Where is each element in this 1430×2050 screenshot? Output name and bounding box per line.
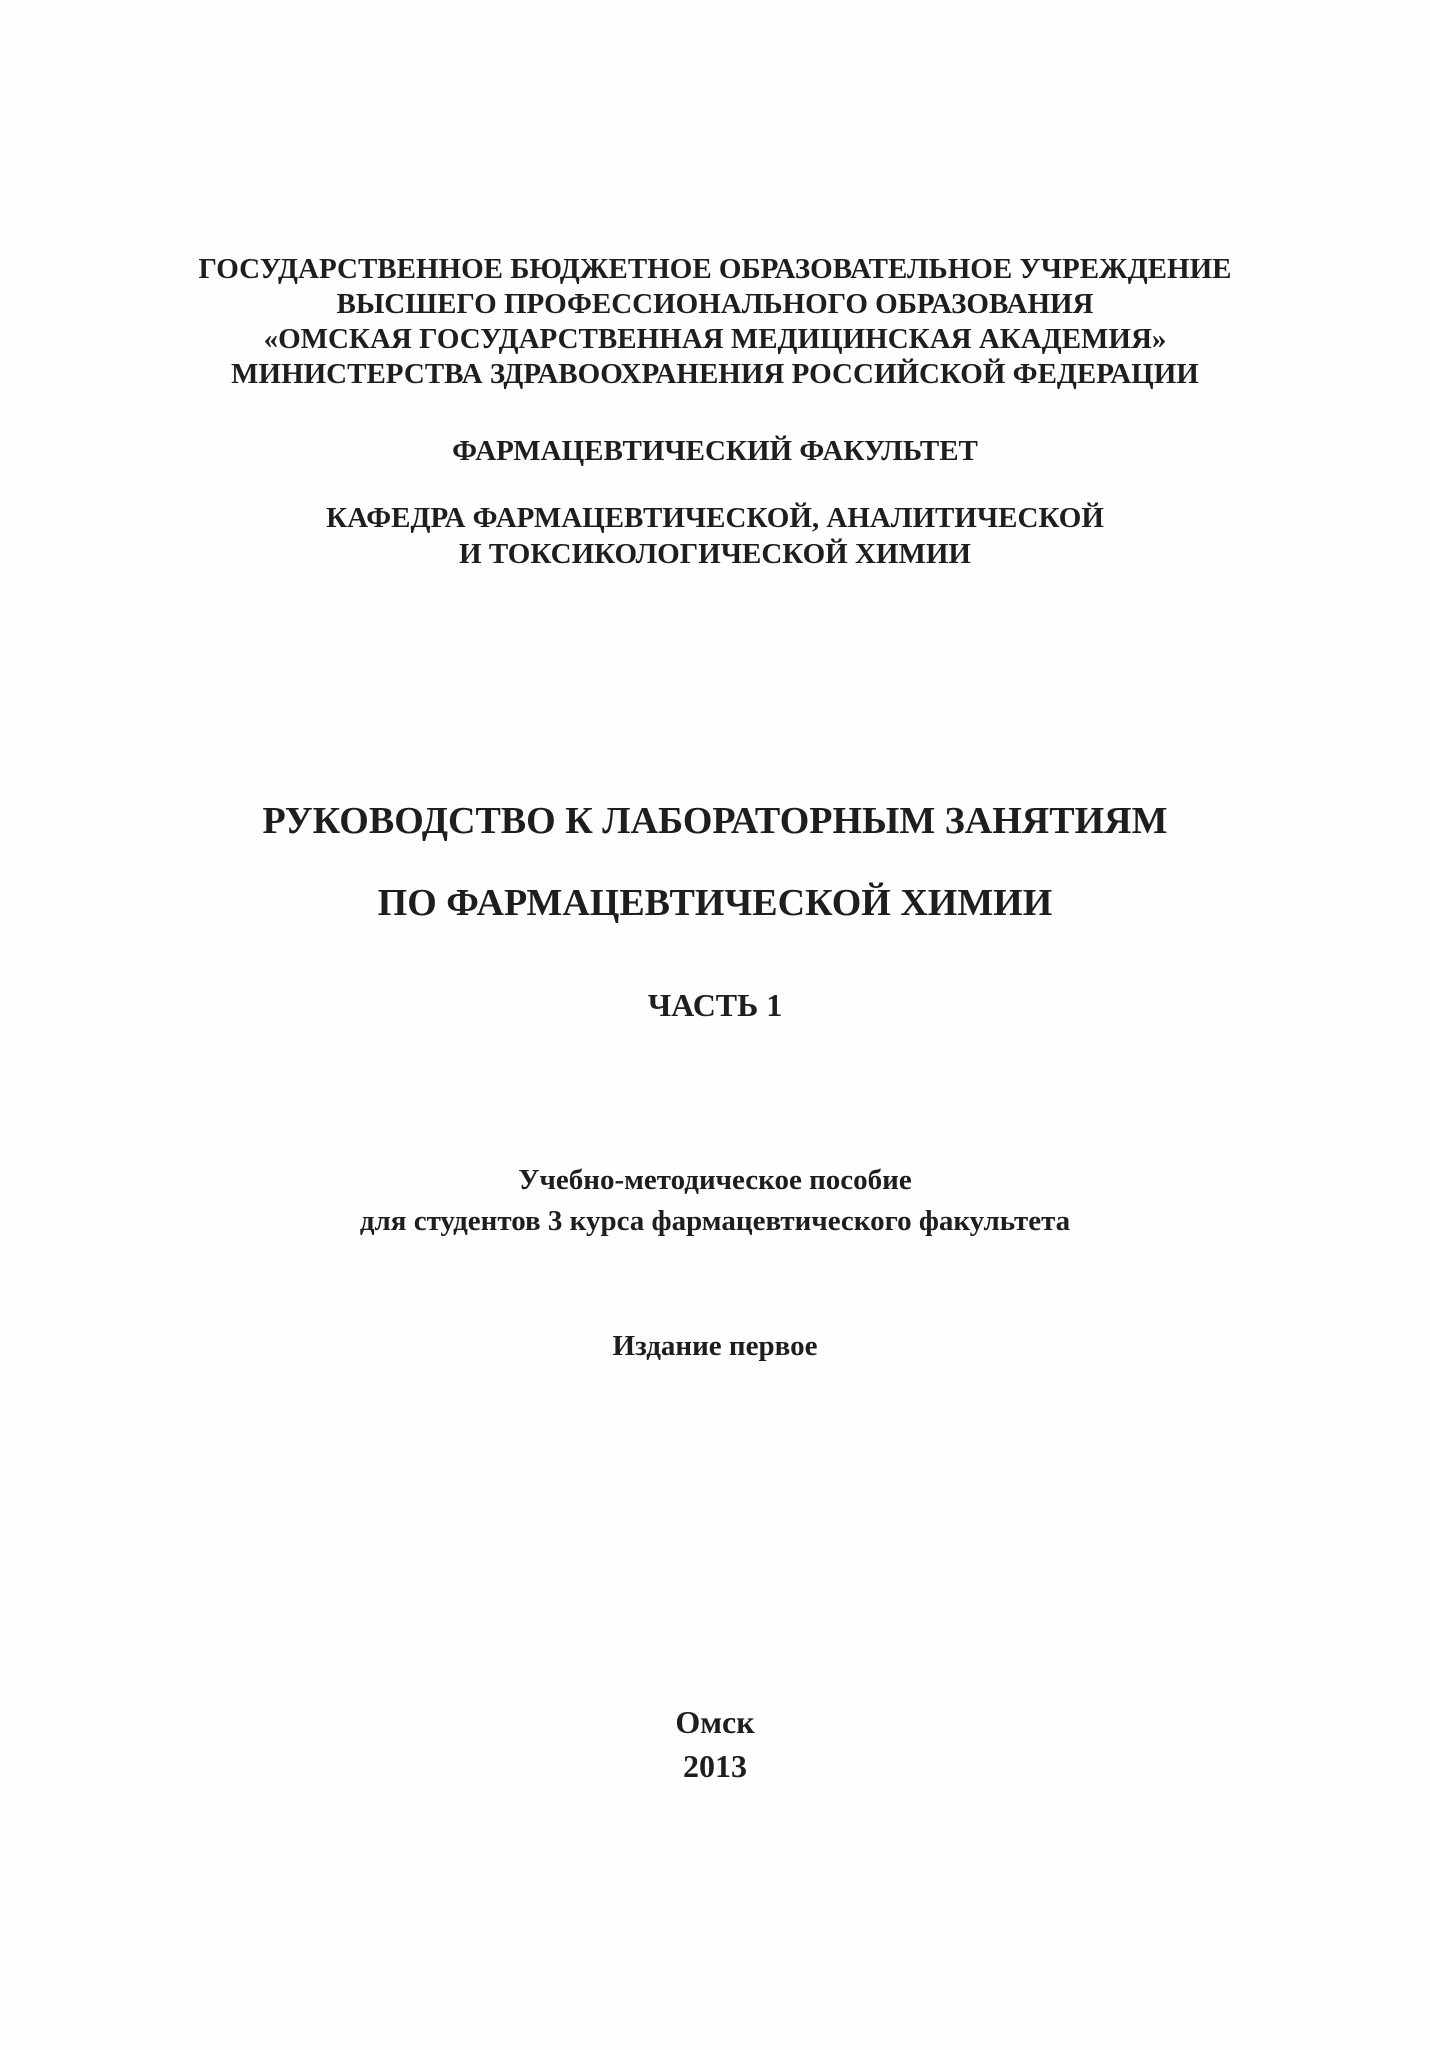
document-genre [0,1160,1430,1242]
genre-line-1: Учебно-методическое пособие [518,1164,912,1196]
imprint-year: 2013 [683,1748,747,1784]
imprint-city: Омск [675,1704,755,1740]
faculty-name: ФАРМАЦЕВТИЧЕСКИЙ ФАКУЛЬТЕТ [452,435,978,467]
imprint [0,1700,1430,1788]
institution-line-3: «ОМСКАЯ ГОСУДАРСТВЕННАЯ МЕДИЦИНСКАЯ АКАДЕМИЯ» [263,323,1167,355]
edition-label: Издание первое [612,1330,818,1362]
institution-line-2: ВЫСШЕГО ПРОФЕССИОНАЛЬНОГО ОБРАЗОВАНИЯ [336,288,1094,320]
institution-line-1: ГОСУДАРСТВЕННОЕ БЮДЖЕТНОЕ ОБРАЗОВАТЕЛЬНОЕ УЧРЕЖДЕНИЕ [198,253,1232,285]
part-number [0,985,1430,1025]
edition-note [0,1328,1430,1364]
department-line-2: И ТОКСИКОЛОГИЧЕСКОЙ ХИМИИ [459,538,971,570]
part-label: ЧАСТЬ 1 [647,987,783,1023]
faculty-heading [0,434,1430,469]
title-line-2: ПО ФАРМАЦЕВТИЧЕСКОЙ ХИМИИ [377,882,1053,924]
document-title [0,780,1430,944]
genre-line-2: для студентов 3 курса фармацевтического факультета [359,1205,1071,1237]
department-heading [0,500,1430,572]
institution-line-4: МИНИСТЕРСТВА ЗДРАВООХРАНЕНИЯ РОССИЙСКОЙ ФЕДЕРАЦИИ [231,358,1199,390]
department-line-1: КАФЕДРА ФАРМАЦЕВТИЧЕСКОЙ, АНАЛИТИЧЕСКОЙ [326,502,1104,534]
title-line-1: РУКОВОДСТВО К ЛАБОРАТОРНЫМ ЗАНЯТИЯМ [262,800,1168,842]
institution-heading [0,252,1430,392]
